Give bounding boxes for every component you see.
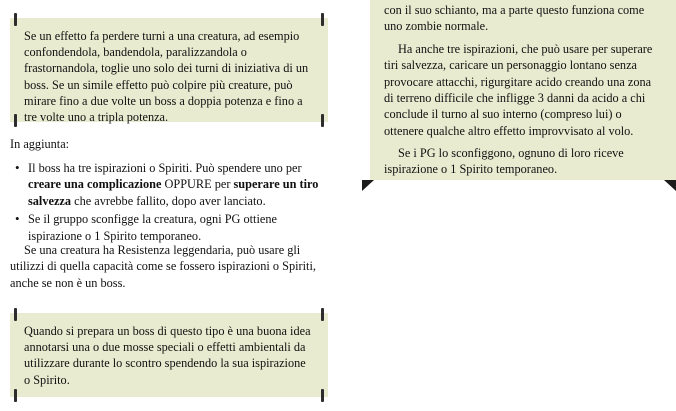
bullet-text: OPPURE per	[161, 177, 234, 192]
banner-paragraph: Se i PG lo sconfiggono, ognuno di loro riceve ispirazione o 1 Spirito temporaneo.	[384, 146, 624, 177]
sidebar-box-bottom	[10, 313, 328, 397]
bullet-emphasis: creare una complicazione	[28, 177, 162, 192]
bullet-text: Il boss ha tre ispirazioni o Spiriti. Può spendere uno per	[28, 161, 302, 175]
sidebar-box-top	[10, 18, 328, 125]
banner-paragraph: con il suo schianto, ma a parte questo funziona come uno zombie normale.	[384, 3, 645, 34]
bullet-emphasis: superare un tiro salvezza	[28, 177, 319, 208]
banner-paragraph: Ha anche tre ispirazioni, che può usare per superare tiri salvezza, caricare un personaggio lontano senza provocare attacchi, rigurgitare acido creando una zona di terreno difficile che infligge 3 danni da acido a chi conclude il turno al suo interno (compreso lui) o ottenere qualche altro effetto improvvisato al volo.	[384, 41, 653, 138]
bullet-text: che avrebbe fallito, dopo aver lanciato.	[71, 193, 266, 208]
intro-line-block	[10, 136, 328, 152]
intro-line: In aggiunta:	[10, 137, 70, 151]
pin-icon	[14, 13, 17, 26]
bullet-text: Se il gruppo sconfigge la creatura, ogni PG ottiene ispirazione o 1 Spirito temporaneo.	[28, 212, 277, 243]
sidebar-top-paragraph: Se un effetto fa perdere turni a una creatura, ad esempio confondendola, bandendola, paralizzandola o frastornandola, toglie uno solo dei turni di iniziativa di un boss. Se un simile effetto può colpire più creature, può mirare fino a due volte un boss a doppia potenza e fino a tre volte uno a tripla potenza.	[24, 29, 309, 125]
pin-icon	[14, 308, 17, 321]
bullet-list	[10, 160, 328, 244]
bullet-item	[26, 160, 328, 209]
bullet-item	[26, 211, 328, 244]
pin-icon	[14, 389, 17, 402]
pin-icon	[321, 114, 324, 127]
banner-bottom-edge-decoration	[362, 180, 676, 192]
sidebar-bottom-paragraph: Quando si prepara un boss di questo tipo è una buona idea annotarsi una o due mosse speciali o effetti ambientali da utilizzare durante lo scontro spendendo la sua ispirazione o Spirito.	[24, 324, 311, 387]
pin-icon	[321, 308, 324, 321]
pin-icon	[321, 389, 324, 402]
closing-paragraph: Se una creatura ha Resistenza leggendaria, può usare gli utilizzi di quella capacità come se fossero ispirazioni o Spiriti, anche se non è un boss.	[10, 243, 316, 290]
closing-paragraph-block	[10, 242, 328, 291]
bullet-list-block	[10, 160, 328, 246]
pin-icon	[321, 13, 324, 26]
banner-box-right	[370, 0, 676, 180]
pin-icon	[14, 114, 17, 127]
